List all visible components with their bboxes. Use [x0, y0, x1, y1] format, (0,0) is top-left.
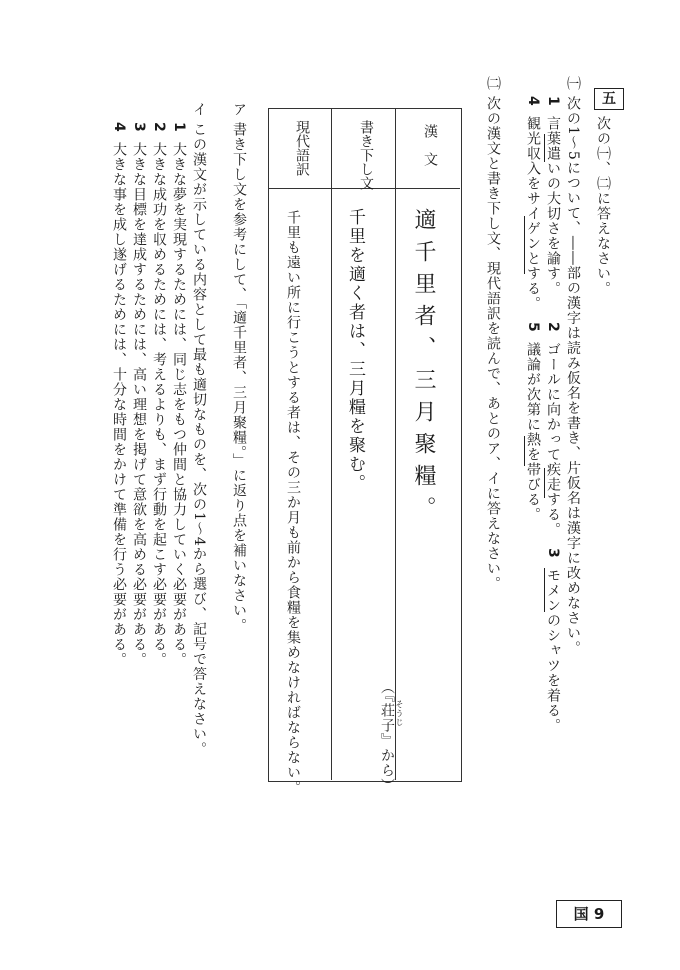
q2-i-text: この漢文が示している内容として最も適切なものを、次の1～4から選び、記号で答えなさい。: [191, 122, 207, 757]
page-number: 国 9: [556, 900, 622, 928]
q2-i-choice-3-num: 3: [131, 122, 147, 133]
q2-i-choice-1-text: 大きな夢を実現するためには、同じ志をもつ仲間と協力していく必要がある。: [171, 142, 187, 667]
q2-i-choice-1-num: 1: [171, 122, 187, 133]
table-header-gendaigo: 現代語訳: [294, 120, 310, 176]
q1-item-4-text: 観光収入をサイゲンとする。: [525, 116, 541, 311]
q2-a-text: 書き下し文を参考にして、「適千里者、三月聚糧。」に返り点を補いなさい。: [231, 122, 247, 633]
q1-text: 次の1～5について、――部の漢字は読み仮名を書き、片仮名は漢字に改めなさい。: [565, 96, 581, 656]
q2-i-choice-4-num: 4: [111, 122, 127, 133]
q1-item-1-num: 1: [545, 96, 561, 107]
q1-item-5-text: 議論が次第に熱を帯びる。: [525, 342, 541, 522]
table-header-kakikudashi: 書き下し文: [358, 120, 374, 190]
kanbun-text: 適千里者、三月聚糧。: [411, 208, 436, 528]
q1-item-3-text: モメンのシャツを着る。: [545, 568, 561, 733]
source-ruby: そうじ: [395, 700, 404, 727]
q1-item-5-underline: [524, 436, 525, 466]
q2-i-choice-4-text: 大きな事を成し遂げるためには、十分な時間をかけて準備を行う必要がある。: [111, 142, 127, 667]
q1-item-1-text: 言葉遣いの大切さを諭す。: [545, 116, 561, 296]
q2-i-choice-2-num: 2: [151, 122, 167, 133]
q2-i-choice-2-text: 大きな成功を収めるためには、考えるよりも、まず行動を起こす必要がある。: [151, 142, 167, 667]
main-instruction: 次の㈠、㈡に答えなさい。: [595, 116, 611, 296]
gendaigo-text: 千里も遠い所に行こうとする者は、その三か月も前から食糧を集めなければならない。: [285, 210, 301, 795]
table-col-divider-2: [331, 108, 332, 780]
q1-item-4-underline: [524, 216, 525, 274]
section-label: 五: [594, 88, 624, 110]
q1-item-2-num: 2: [545, 322, 561, 333]
q2-i-choice-3-text: 大きな目標を達成するためには、高い理想を掲げて意欲を高める必要がある。: [131, 142, 147, 667]
q1-item-4-num: 4: [525, 96, 541, 107]
q1-item-2-text: ゴールに向かって疾走する。: [545, 342, 561, 537]
q1-item-3-num: 3: [545, 548, 561, 559]
table-col-divider-1: [395, 108, 396, 780]
q1-item-2-underline: [544, 468, 545, 498]
q2-i-label: イ: [191, 102, 207, 117]
q1-item-3-underline: [544, 568, 545, 612]
source-citation: （『荘子』から）: [379, 680, 395, 793]
kakikudashi-text: 千里を適く者は、三月糧を聚む。: [345, 208, 365, 493]
q1-item-1-underline: [544, 134, 545, 162]
q1-item-5-num: 5: [525, 322, 541, 333]
q2-a-label: ア: [231, 102, 247, 117]
q2-text: 次の漢文と書き下し文、現代語訳を読んで、あとのア、イに答えなさい。: [485, 96, 501, 591]
q2-label: ㈡: [485, 76, 501, 91]
q1-label: ㈠: [565, 76, 581, 91]
table-header-kanbun: 漢文: [422, 124, 438, 180]
